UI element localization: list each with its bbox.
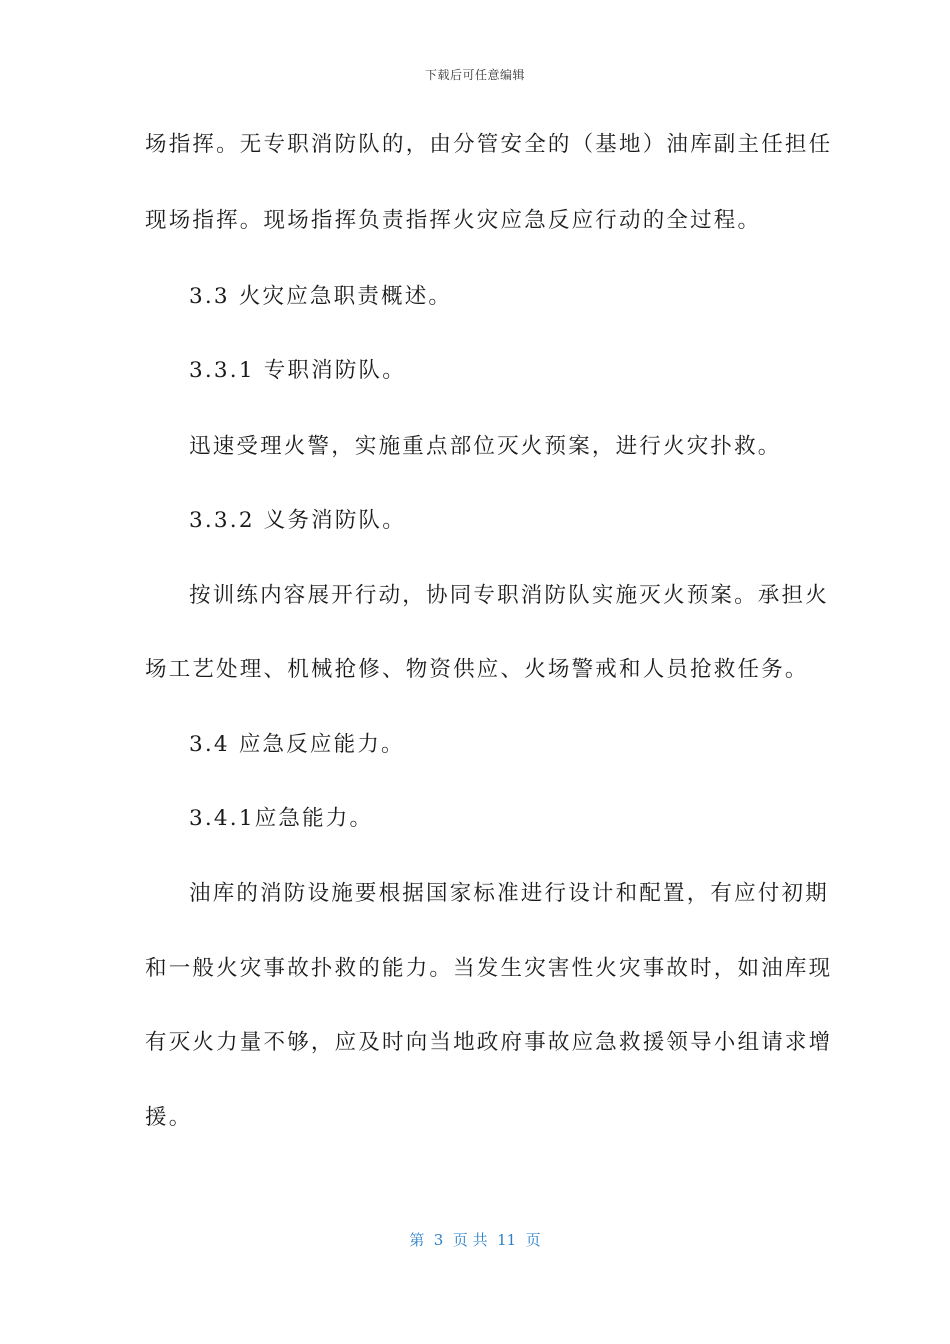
section-heading: 3.3 火灾应急职责概述。 [189, 284, 453, 309]
paragraph-line: 有灭火力量不够，应及时向当地政府事故应急救援领导小组请求增 [145, 1030, 833, 1055]
paragraph-line: 按训练内容展开行动，协同专职消防队实施灭火预案。承担火 [189, 583, 829, 608]
page-number: 第 3 页 共 11 页 [409, 1231, 541, 1249]
paragraph-line: 油库的消防设施要根据国家标准进行设计和配置，有应付初期 [189, 881, 829, 906]
subsection-heading: 3.3.1 专职消防队。 [189, 358, 406, 383]
paragraph-line: 场指挥。无专职消防队的，由分管安全的（基地）油库副主任担任 [145, 132, 833, 157]
paragraph-line: 援。 [145, 1105, 193, 1130]
section-heading: 3.4 应急反应能力。 [189, 732, 405, 757]
paragraph-line: 场工艺处理、机械抢修、物资供应、火场警戒和人员抢救任务。 [145, 657, 809, 682]
paragraph-line: 迅速受理火警，实施重点部位灭火预案，进行火灾扑救。 [189, 434, 782, 459]
subsection-heading: 3.4.1应急能力。 [189, 806, 374, 831]
paragraph-line: 和一般火灾事故扑救的能力。当发生灾害性火灾事故时，如油库现 [145, 956, 833, 981]
subsection-heading: 3.3.2 义务消防队。 [189, 508, 406, 533]
paragraph-line: 现场指挥。现场指挥负责指挥火灾应急反应行动的全过程。 [145, 208, 762, 233]
page-header-note: 下载后可任意编辑 [424, 68, 525, 82]
